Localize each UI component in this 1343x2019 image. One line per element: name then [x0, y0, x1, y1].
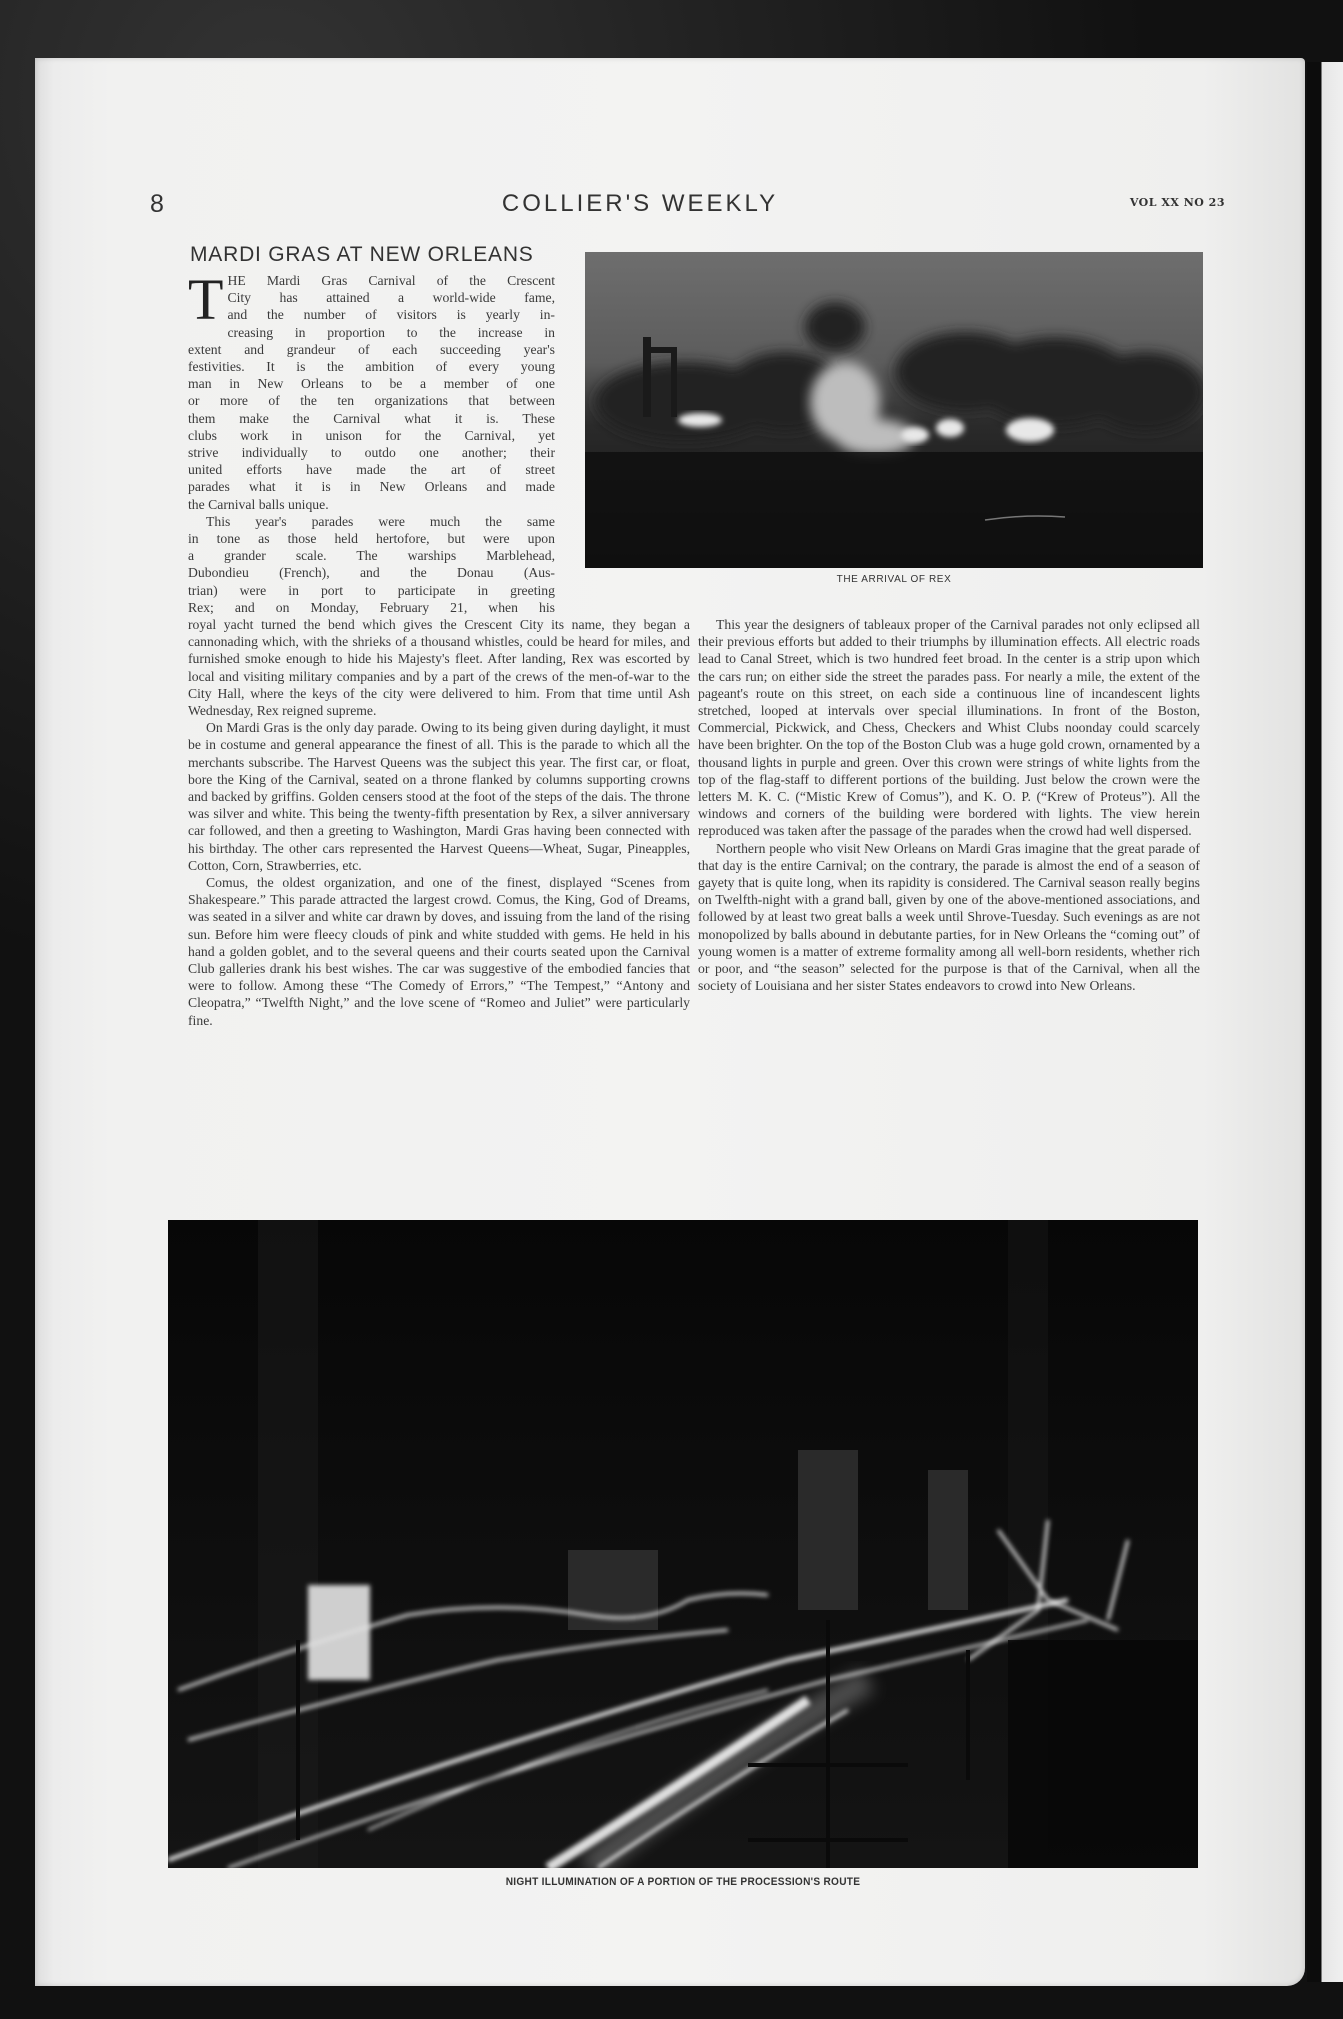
paragraph: Comus, the oldest organization, and one of the finest, displayed “Scenes from Shakespeare.” This parade attracted the largest crowd. Comus, the King, God of Dreams, was seated in a silver and white car drawn by doves, and issuing from the land of the rising sun. Before him were fleecy clouds of pink and white studded with gems. He held in his hand a golden goblet, and to the several queens and their courts seated upon the Carnival Club galleries drank his best wishes. The car was suggestive of the embodied fancies that were to follow. Among these “The Comedy of Errors,” “The Tempest,” “Antony and Cleopatra,” “Twelfth Night,” and the love scene of “Romeo and Juliet” were particularly fine.	[188, 875, 690, 1028]
left-column-top	[188, 267, 555, 616]
text-line: clubs work in unison for the Carnival, yet	[188, 427, 555, 443]
paragraph: This year the designers of tableaux proper of the Carnival parades not only eclipsed all their previous efforts but added to their triumphs by illumination effects. All electric roads lead to Canal Street, which is two hundred feet broad. In the center is a strip upon which the cars run; on either side the street the parades pass. For nearly a mile, the extent of the pageant's route on this street, on each side a continuous line of incandescent lights stretched, looped at intervals over special illuminations. In front of the Boston, Commercial, Pickwick, and Chess, Checkers and Whist Clubs noonday could scarcely have been brighter. On the top of the Boston Club was a huge gold crown, ornamented by a thousand lights in purple and green. Over this crown were strings of white lights from the top of the flag-staff to different portions of the building. Just below the crown were the letters M. K. C. (“Mistic Krew of Comus”), and K. O. P. (“Krew of Proteus”). All the windows and corners of the building were bordered with lights. The view herein reproduced was taken after the passage of the parades when the crowd had well dispersed.	[698, 617, 1200, 839]
text-line: festivities. It is the ambition of every young	[188, 359, 555, 375]
text-line: or more of the ten organizations that between	[188, 393, 555, 409]
text-line: parades what it is in New Orleans and made	[188, 479, 555, 495]
text-line: them make the Carnival what it is. These	[188, 410, 555, 426]
photo-night-illumination	[168, 1220, 1198, 1868]
paragraph: Northern people who visit New Orleans on Mardi Gras imagine that the great parade of that day is the entire Carnival; on the contrary, the parade is almost the end of a season of gayety that is quite long, when its rapidity is considered. The Carnival season really begins on Twelfth-night with a grand ball, given by one of the above-mentioned associations, and followed by at least two great balls a week until Shrove-Tuesday. Such evenings as are not monopolized by balls abound in debutante parties, for in New Orleans the “coming out” of young women is a matter of extreme formality among all well-born residents, whether rich or poor, and “the season” selected for the purpose is that of the Carnival, when all the society of Louisiana and her sister States endeavors to crowd into New Orleans.	[698, 840, 1200, 994]
text-line: City has attained a world-wide fame,	[227, 290, 555, 306]
facing-page-edge	[1307, 62, 1343, 1982]
text-line: Rex; and on Monday, February 21, when his	[188, 599, 555, 615]
running-header	[150, 190, 1250, 230]
photo-caption-rex: THE ARRIVAL OF REX	[836, 574, 952, 585]
text-line: extent and grandeur of each succeeding year's	[188, 341, 555, 357]
text-line: united efforts have made the art of street	[188, 462, 555, 478]
right-column	[698, 616, 1200, 994]
text-line: Dubondieu (French), and the Donau (Aus-	[188, 565, 555, 581]
night-street-photo-icon	[168, 1220, 1198, 1868]
text-line: strive individually to outdo one another; their	[188, 445, 555, 461]
text-line: in tone as those held hertofore, but were upon	[188, 531, 555, 547]
left-column-bottom	[188, 616, 690, 1029]
text-line: man in New Orleans to be a member of one	[188, 376, 555, 392]
paragraph: royal yacht turned the bend which gives the Crescent City its name, they began a cannonading which, with the shrieks of a thousand whistles, could be heard for miles, and furnished smoke enough to hide his Majesty's fleet. After landing, Rex was escorted by local and visiting military companies and by a part of the crews of the men-of-war to the City Hall, where the keys of the city were delivered to him. From that time until Ash Wednesday, Rex reigned supreme.	[188, 617, 690, 719]
page-number: 8	[150, 190, 164, 218]
paragraph: On Mardi Gras is the only day parade. Owing to its being given during daylight, it must be in costume and general appearance the finest of all. This is the parade to which all the merchants subscribe. The Harvest Queens was the subject this year. The first car, or float, bore the King of the Carnival, seated on a throne flanked by columns supporting crowns and backed by griffins. Golden censers stood at the foot of the steps of the dais. The throne was silver and white. This being the twenty-fifth presentation by Rex, a silver anniversary car followed, and then a greeting to Washington, Mardi Gras having been connected with his birthday. The other cars represented the Harvest Queens—Wheat, Sugar, Pineapples, Cotton, Corn, Strawberries, etc.	[188, 720, 690, 873]
article-headline: MARDI GRAS AT NEW ORLEANS	[190, 243, 534, 266]
text-line: This year's parades were much the same	[206, 513, 555, 529]
photo-caption-night: NIGHT ILLUMINATION OF A PORTION OF THE PROCESSION'S ROUTE	[505, 1876, 861, 1888]
text-line: and the number of visitors is yearly in-	[227, 307, 555, 323]
text-line: trian) were in port to participate in greeting	[188, 582, 555, 598]
volume-label: VOL XX NO 23	[1129, 196, 1225, 209]
magazine-title: COLLIER'S WEEKLY	[501, 190, 779, 217]
photo-arrival-of-rex	[585, 252, 1203, 568]
text-line: a grander scale. The warships Marblehead,	[188, 548, 555, 564]
text-line: HE Mardi Gras Carnival of the Crescent	[227, 273, 555, 288]
text-line: the Carnival balls unique.	[188, 496, 329, 512]
text-line: creasing in proportion to the increase in	[227, 324, 555, 340]
drop-cap: T	[188, 267, 224, 332]
harbor-smoke-photo-icon	[585, 252, 1203, 568]
